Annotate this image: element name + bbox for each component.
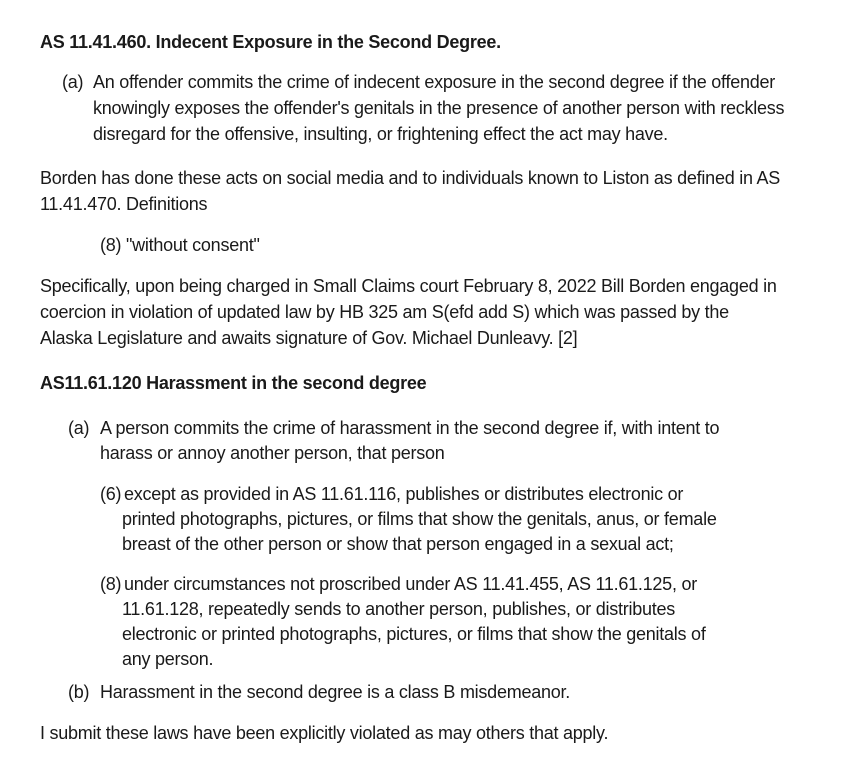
subsection-text-line: An offender commits the crime of indecent exposure in the second degree if the offender — [93, 72, 776, 92]
subsection-label: (a) — [62, 72, 84, 92]
item-label: (8) — [100, 574, 122, 594]
item-label: (6) — [100, 484, 122, 504]
item-text-line: printed photographs, pictures, or films that show the genitals, anus, or female — [122, 509, 717, 529]
subsection-label: (b) — [68, 682, 90, 702]
paragraph-line: 11.41.470. Definitions — [40, 194, 208, 214]
section-heading-harassment: AS11.61.120 Harassment in the second degree — [40, 373, 427, 393]
subsection-text-line: A person commits the crime of harassment in the second degree if, with intent to — [100, 418, 720, 438]
paragraph-line: coercion in violation of updated law by HB 325 am S(efd add S) which was passed by the — [40, 302, 729, 322]
paragraph-line: Specifically, upon being charged in Small Claims court February 8, 2022 Bill Borden engaged in — [40, 276, 777, 296]
subsection-text-line: knowingly exposes the offender's genitals in the presence of another person with reckless — [93, 98, 785, 118]
subsection-label: (a) — [68, 418, 90, 438]
subsection-text-line: Harassment in the second degree is a class B misdemeanor. — [100, 682, 570, 702]
item-text-line: 11.61.128, repeatedly sends to another person, publishes, or distributes — [122, 599, 676, 619]
item-text-line: except as provided in AS 11.61.116, publishes or distributes electronic or — [124, 484, 684, 504]
definition-item: (8) "without consent" — [100, 235, 260, 255]
subsection-text-line: disregard for the offensive, insulting, or frightening effect the act may have. — [93, 124, 668, 144]
closing-statement: I submit these laws have been explicitly violated as may others that apply. — [40, 723, 609, 743]
section-heading-indecent-exposure: AS 11.41.460. Indecent Exposure in the Second Degree. — [40, 32, 501, 52]
item-text-line: breast of the other person or show that person engaged in a sexual act; — [122, 534, 674, 554]
item-text-line: electronic or printed photographs, pictures, or films that show the genitals of — [122, 624, 706, 644]
paragraph-line: Alaska Legislature and awaits signature of Gov. Michael Dunleavy. [2] — [40, 328, 578, 348]
item-text-line: any person. — [122, 649, 214, 669]
item-text-line: under circumstances not proscribed under AS 11.41.455, AS 11.61.125, or — [124, 574, 697, 594]
subsection-text-line: harass or annoy another person, that person — [100, 443, 445, 463]
paragraph-line: Borden has done these acts on social media and to individuals known to Liston as defined in AS — [40, 168, 780, 188]
